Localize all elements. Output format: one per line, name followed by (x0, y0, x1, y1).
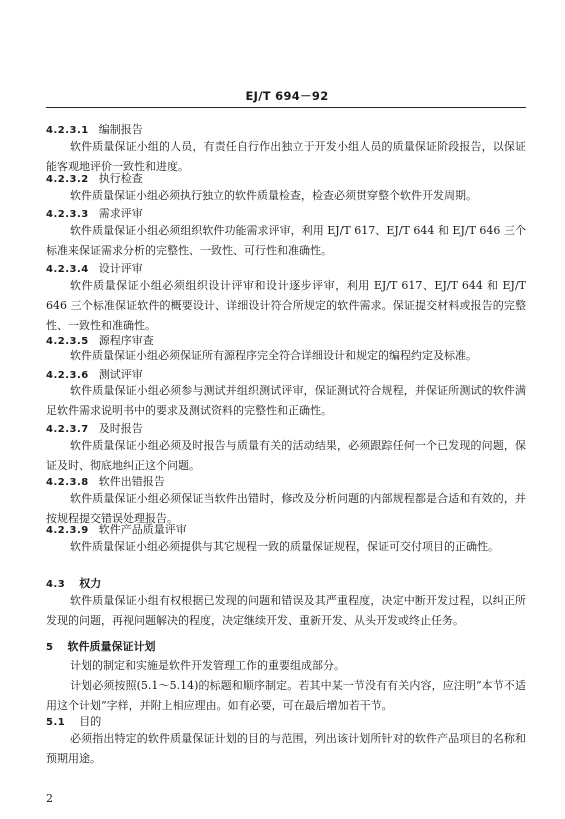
section-heading-4-2-3-2 (46, 172, 143, 187)
section-5-paragraph-1: 计划的制定和实施是软件开发管理工作的重要组成部分。 (70, 659, 345, 672)
section-heading-5 (46, 640, 155, 655)
section-body-4-2-3-1: 软件质量保证小组的人员，有责任自行作出独立于开发小组人员的质量保证阶段报告，以保证能客观地评价一致性和进度。 (46, 140, 526, 173)
section-number: 4.2.3.2 (46, 174, 89, 185)
section-title: 测试评审 (98, 368, 143, 381)
section-number: 4.2.3.6 (46, 370, 89, 381)
section-body-4-2-3-3: 软件质量保证小组必须组织软件功能需求评审，利用 EJ/T 617、EJ/T 644 和 EJ/T 646 三个标准来保证需求分析的完整性、一致性、可行性和准确性。 (46, 224, 526, 257)
section-body-4-2-3-6: 软件质量保证小组必须参与测试并组织测试评审，保证测试符合规程，并保证所测试的软件满足软件需求说明书中的要求及测试资料的完整性和正确性。 (46, 384, 526, 417)
section-body-4-2-3-5: 软件质量保证小组必须保证所有源程序完全符合详细设计和规定的编程约定及标准。 (70, 349, 477, 362)
section-title: 及时报告 (98, 422, 143, 435)
section-body-4-2-3-7: 软件质量保证小组必须及时报告与质量有关的活动结果，必须跟踪任何一个已发现的问题，保证及时、彻底地纠正这个问题。 (46, 439, 526, 472)
section-heading-4-2-3-1 (46, 123, 143, 138)
page-number: 2 (46, 792, 53, 805)
section-heading-4-2-3-4 (46, 262, 143, 277)
section-title: 权力 (79, 577, 102, 590)
section-heading-4-2-3-7 (46, 422, 143, 437)
section-heading-4-3 (46, 577, 101, 592)
section-number: 5 (46, 642, 54, 653)
section-title: 需求评审 (98, 207, 143, 220)
section-body-4-2-3-9: 软件质量保证小组必须提供与其它规程一致的质量保证规程，保证可交付项目的正确性。 (70, 540, 499, 553)
section-heading-4-2-3-9 (46, 523, 187, 538)
section-title: 设计评审 (98, 262, 143, 275)
section-body-4-3: 软件质量保证小组有权根据已发现的问题和错误及其严重程度，决定中断开发过程，以纠正所发现的问题，再视问题解决的程度，决定继续开发、重新开发、从头开发或终止任务。 (46, 594, 526, 627)
section-title: 目的 (79, 715, 102, 728)
section-number: 4.2.3.4 (46, 264, 89, 275)
section-body-4-2-3-2: 软件质量保证小组必须执行独立的软件质量检查，检查必须贯穿整个软件开发周期。 (70, 189, 477, 202)
section-number: 4.2.3.1 (46, 125, 89, 136)
section-number: 4.3 (46, 579, 66, 590)
section-5-paragraph-2: 计划必须按照(5.1～5.14)的标题和顺序制定。若其中某一节没有有关内容，应注明“本节不适用这个计划”字样，并附上相应理由。如有必要，可在最后增加若干节。 (46, 679, 526, 712)
section-number: 4.2.3.3 (46, 209, 89, 220)
section-title: 软件出错报告 (98, 475, 165, 488)
section-title: 编制报告 (98, 123, 143, 136)
section-body-4-2-3-8: 软件质量保证小组必须保证当软件出错时，修改及分析问题的内部规程都是合适和有效的，并按规程提交错误处理报告。 (46, 492, 526, 525)
section-body-5-1: 必须指出特定的软件质量保证计划的目的与范围，列出该计划所针对的软件产品项目的名称和预期用途。 (46, 732, 526, 765)
section-heading-5-1 (46, 715, 101, 730)
section-title: 执行检查 (98, 172, 143, 185)
section-number: 4.2.3.8 (46, 477, 89, 488)
section-title: 软件产品质量评审 (98, 523, 187, 536)
section-heading-4-2-3-8 (46, 475, 165, 490)
section-body-4-2-3-4: 软件质量保证小组必须组织设计评审和设计逐步评审，利用 EJ/T 617、EJ/T 644 和 EJ/T 646 三个标准保证软件的概要设计、详细设计符合所规定的软件需求。保证提交材料或报告的完整性、一致性和准确性。 (46, 279, 526, 332)
section-heading-4-2-3-3 (46, 207, 143, 222)
section-number: 5.1 (46, 717, 66, 728)
section-number: 4.2.3.9 (46, 525, 89, 536)
standard-code-header: EJ/T 694－92 (245, 89, 329, 103)
section-number: 4.2.3.7 (46, 424, 89, 435)
section-title: 软件质量保证计划 (67, 640, 156, 653)
section-title: 源程序审查 (98, 334, 154, 347)
section-number: 4.2.3.5 (46, 336, 89, 347)
header-rule (46, 107, 526, 108)
